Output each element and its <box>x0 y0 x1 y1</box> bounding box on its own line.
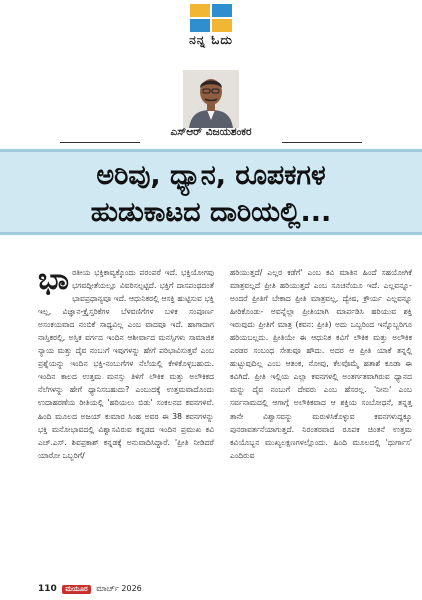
drop-cap: ಭಾ <box>38 262 70 297</box>
article-text-left: ರತೀಯ ಭಕ್ತಿಕಾವ್ಯಕ್ಕೊಂದು ಪರಂಪರೆ ಇದೆ. ಭಕ್ತಿಯೋಗವು ಭಗವದ್ಗೀತೆಯಲ್ಲೂ ವಿವರಿಸಲ್ಪಟ್ಟಿದೆ. ಭಕ್ತಿಗೆ ದಾಸಪಂಥದಂತೆ ಭಾವಪ್ರಧಾನ್ಯವೂ ಇದೆ. ಆಧುನಿಕರಲ್ಲಿ ಆಸಕ್ತಿ ಹುಟ್ಟಿಸುವ ಭಕ್ತಿ ಇಲ್ಲ, ವಿಜ್ಞಾನ-ಕ್ರೈಸ್ತರಿಕೆಗಳ ಬೆಳವಣಿಗೆಗಳ ಬಳಿಕ ಸಂಪೂರ್ಣ ಅಸಂಕಯವಾದ ನಂಬಿಕೆ ಸಾಧ್ಯವಿಲ್ಲ ಎಂಬ ವಾದವೂ ಇದೆ. ಹಾಗಾದಾಗ ನಾಸ್ತಿಕರಲ್ಲಿ, ಅಸ್ತಿಕ ವರ್ಗದ ಇಂದಿನ ಆಶೀರ್ವಾದ ಮನಸ್ಸಿಗಳು ಸಾಮಾಜಿಕ ನ್ಯಾಯ ಮತ್ತು ದೈವ ನಂಬುಗೆ ಇವುಗಳನ್ನು ಹೇಗೆ ಪರಿಭಾವಿಸುತ್ತವೆ ಎಂಬ ಪ್ರಶ್ನೆಯನ್ನು ಇಂದಿನ ಭಕ್ತಿ-ನಂಬುಗೆಗಳ ನೆಲೆಯಲ್ಲಿ ಕೇಳಿಕೊಳ್ಳಬಹುದು. ಇಂದಿನ ಕಾಲದ ಉತ್ತಮ ಮನಸ್ಸು ತಿಳಿಗೆ ಲೌಕಿಕ ಮತ್ತು ಅಲೌಕಿಕದ ನೆಲೆಗಳನ್ನು ಹೇಗೆ ಧ್ಯಾನಿಸಬಹುದು? ಎಂಬುದಕ್ಕೆ ಉತ್ತಮವಾದೊಂದು ಉದಾಹರಣೆಯ ರೀತಿಯಲ್ಲಿ 'ಹರಿಯಲು ಬಿಡು' ಸಂಕಲನದ ಕವನಗಳಿವೆ. ಹಿಂದಿ ಮೂಲದ ಅಜಯ್ ಕುಮಾರ ಸಿಂಹ ಅವರ ಈ 38 ಕವನಗಳನ್ನು ಭಕ್ತಿ ಮನೋಭಾವದಲ್ಲಿ ವಿಶ್ವಾಸವಿರುವ ಕನ್ನಡದ ಇಂದಿನ ಪ್ರಮುಖ ಕವಿ ಎಚ್.ಎಸ್. ಶಿವಪ್ರಕಾಶ್ ಕನ್ನಡಕ್ಕೆ ಅನುವಾದಿಸಿದ್ದಾರೆ. 'ಪ್ರೀತಿ ನೀಡಿದರೆ ಯಾರೋ ಒಬ್ಬರಿಗೆ/ <box>38 268 214 460</box>
logo-square-icon <box>190 19 210 32</box>
author-portrait-icon <box>183 70 239 128</box>
byline-rule <box>282 142 362 143</box>
magazine-logo: ಮಯೂರ <box>62 585 90 594</box>
article-title-line-2: ಹುಡುಕಾಟದ ದಾರಿಯಲ್ಲಿ... <box>90 197 332 228</box>
logo-square-icon <box>212 4 232 17</box>
author-byline <box>60 126 362 144</box>
byline-rule <box>60 142 140 143</box>
issue-date: ಮಾರ್ಚ್ 2026 <box>96 584 142 593</box>
column-label: ನನ್ನ ಓದು <box>189 33 233 47</box>
article-column-right <box>230 266 412 462</box>
logo-square-icon <box>190 4 210 17</box>
column-logo-icon <box>190 4 232 32</box>
author-name: ಎಸ್ಆರ್ ವಿಜಯಶಂಕರ <box>170 126 252 138</box>
logo-square-icon <box>212 19 232 32</box>
page-number: 110 <box>38 584 57 594</box>
title-band <box>0 149 422 235</box>
article-title-line-1: ಅರಿವು, ಧ್ಯಾನ, ರೂಪಕಗಳ <box>96 160 326 191</box>
page-footer <box>38 584 142 598</box>
article-column-left <box>38 262 214 462</box>
article-text-right: ಹರಿಯುತ್ತದೆ/ ಎಲ್ಲರ ಕಡೆಗೆ' ಎಂಬ ಕವಿ ಮಾತಿನ ಹಿಂದೆ ಸಹಯೋಗಿಕೆ ಮಾತ್ರವಲ್ಲದೆ ಪ್ರೀತಿ ಹರಿಯುತ್ತದೆ ಎಂಬ ಸೂಚನೆಯೂ ಇದೆ. ಎಲ್ಲವನ್ನೂ- ಅಂದರೆ ಪ್ರೀತಿಗೆ ಬೇಕಾದ ಪ್ರೀತಿ ಮಾತ್ರವಲ್ಲ, ದ್ವೇಷ, ಕ್ರೌರ್ಯ ಎಲ್ಲವನ್ನೂ ಹೀರಿಕೊಂಡು- ಅವನ್ನೆಲ್ಲಾ ಪ್ರೀತಿಯಾಗಿ ಮಾರ್ಪಡಿಸಿ ಹರಿಯುವ ಶಕ್ತಿ ಇರುವುದು ಪ್ರೀತಿಗೆ ಮಾತ್ರ (ಕವನ: ಪ್ರೀತಿ) ಅದು ಒಬ್ಬರಿಂದ ಇನ್ನೊಬ್ಬರಿಗೂ ಹರಿಯಬಲ್ಲದು. ಪ್ರೀತಿಯೇ ಈ ಆಧುನಿಕ ಕವಿಗೆ ಲೌಕಿಕ ಮತ್ತು ಅಲೌಕಿಕ ಎರಡರ ಸಂಬಂಧ ಸೇತುವೂ ಹೌದು. ಅದರ ಆ ಪ್ರೀತಿ ಯಾಕೆ ತನ್ನಲ್ಲಿ ಹುಟ್ಟುವುದಿಲ್ಲ ಎಂಬ ಆತಂಕ, ನೋವು, ಕೆಲವೊಮ್ಮೆ ಹತಾಶೆ ಕೂಡಾ ಈ ಕವಿಗಿದೆ. ಪ್ರೀತಿ ಇಲ್ಲಿಯ ಎಲ್ಲಾ ಕವನಗಳಲ್ಲಿ ಅಂತರ್ಗತವಾಗಿರುವ ಧ್ಯಾನದ ಮನ್ನು ದೈವ ನಂಬುಗೆ ದೇವರು ಎಂಬ ಹೆಸರಲ್ಲ. 'ನೀನು' ಎಂಬ ಸರ್ವನಾಮದಲ್ಲಿ ಆಗಾಗ್ಗೆ ಅಲೌಕಿಕವಾದ ಆ ಶಕ್ತಿಯ ಸಂಬೋಧನೆ, ತನ್ನತ್ತ ತಾನೇ ವಿಶ್ವಾಸವನ್ನು ಮರುಳಿಸಿಕೊಳ್ಳುವ ಕವನಗಳುದ್ದಕ್ಕೂ ಪುನರಾವರ್ತನೆಯಾಗುತ್ತದೆ. ನಿರಂತರವಾದ ರೂಪಕ ಚಿಂತನೆ ಉತ್ತಮ ಕವಿಯೊಬ್ಬನ ಮುಖ್ಯಲಕ್ಷಣಗಳಲ್ಲೊಂದು. ಹಿಂದಿ ಮೂಲದಲ್ಲಿ 'ಧುರ್ಗಾಸ' ಎಂದಿರುವ <box>230 268 412 460</box>
